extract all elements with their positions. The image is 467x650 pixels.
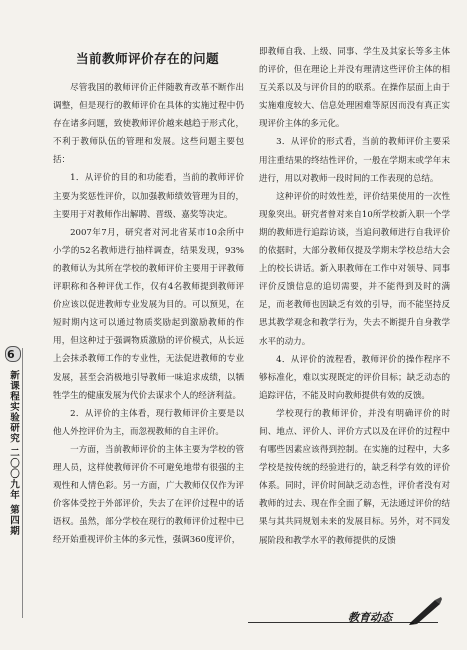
paragraph: 这种评价的时效性差，评价结果使用的一次性现象突出。研究者曾对来自10所学校新入职一个学期的教师进行追踪访谈，当追问教师进行自我评价的依据时，大部分教师仅提及学期末学校总结大会上的校长讲话。新入职教师在工作中对领导、同事评价反馈信息的追切需要，并不能得到及时的满足，而老教师也因缺乏有效的引导，而不能坚持反思其教学观念和教学行为，失去不断提升自身教学水平的动力。 — [259, 191, 450, 347]
paragraph: 尽管我国的教师评价正伴随教育改革不断作出调整，但是现行的教师评价在具体的实施过程中仍存在诸多问题，致使教师评价越来越趋于形式化，不利于教师队伍的管理和发展。这些问题主要包括： — [53, 83, 244, 166]
paragraph: 3．从评价的形式看，当前的教师评价主要采用注重结果的终结性评价，一般在学期末或学年末进行，用以对教师一段时间的工作表现的总结。 — [259, 137, 450, 184]
section-footer: 教育动态 — [348, 611, 392, 624]
fountain-pen-icon — [405, 596, 445, 626]
paragraph: 学校现行的教师评价，并没有明确评价的时间、地点、评价人、评价方式以及在评价的过程中有哪些因素应该得到控制。在实施的过程中，大多学校是按传统的经验进行的，缺乏科学有效的评价体系。同时，评价时间缺乏动态性，评价者没有对教师的过去、现在作全面了解，无法通过评价的结果与其共同规划未来的发展目标。另外，对不同发展阶段和教学水平的教师提供的反馈 — [259, 408, 450, 546]
journal-issue-label: 新课程实验研究 二〇〇九年 第四期 — [8, 370, 19, 537]
paragraph: 2．从评价的主体看，现行教师评价主要是以他人外控评价为主，而忽视教师的自主评价。 — [53, 408, 244, 437]
right-column — [259, 43, 450, 550]
paragraph: 1．从评价的目的和功能看，当前的教师评价主要为奖惩性评价，以加强教师绩效管理为目的，主要用于对教师作出解聘、晋级、嘉奖等决定。 — [53, 173, 244, 220]
paragraph: 4．从评价的流程看，教师评价的操作程序不够标准化，难以实现既定的评价目标；缺乏动态的追踪评估，不能及时向教师提供有效的反馈。 — [259, 354, 450, 401]
page-number: 6 — [7, 348, 15, 361]
paragraph: 一方面，当前教师评价的主体主要为学校的管理人员，这样使教师评价不可避免地带有很强的主观性和人情色彩。另一方面，广大教师仅仅作为评价客体受控于外部评价，失去了在评价过程中的话语权。虽然，部分学校在现行的教师评价过程中已经开始重视评价主体的多元性，强调360度评价， — [53, 444, 244, 546]
article-title: 当前教师评价存在的问题 — [76, 51, 219, 66]
left-column — [53, 79, 244, 549]
paragraph: 即教师自我、上级、同事、学生及其家长等多主体的评价，但在理论上并没有理清这些评价主体的相互关系以及与评价目的的联系。在操作层面上由于实施难度较大、信息处理困难等原因而没有真正实现评价主体的多元化。 — [259, 47, 450, 130]
margin-rule — [22, 348, 23, 618]
paragraph: 2007年7月，研究者对河北省某市10余所中小学的52名教师进行抽样调查，结果发现，93%的教师认为其所在学校的教师评价主要用于评教师评职称和各种评优工作，仅有4名教师提到教师评价应该以促进教师专业发展为目的。可以预见，在短时期内这可以通过物质奖励起到激励教师的作用，但这种过于强调物质激励的评价模式，从长远上会抹杀教师工作的专业性，无法促进教师的专业发展，甚至会消极地引导教师一味追求成绩，以牺牲学生的健康发展为代价去谋求个人的经济利益。 — [53, 227, 244, 401]
